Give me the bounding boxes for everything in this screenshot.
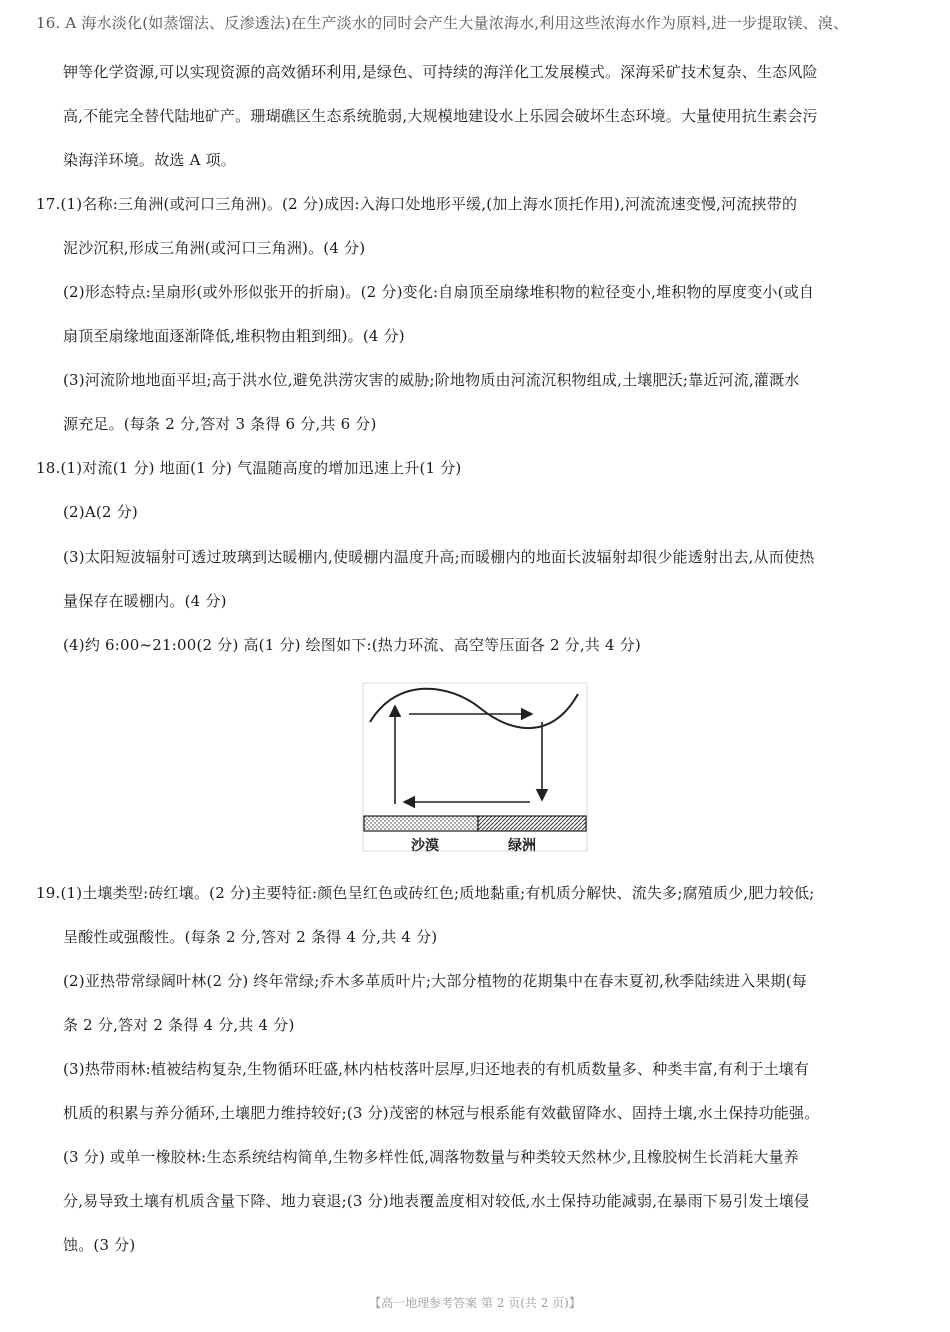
q18-line-4: 量保存在暖棚内。(4 分) (63, 592, 227, 610)
q19-line-3: (2)亚热带常绿阔叶林(2 分) 终年常绿;乔木多革质叶片;大部分植物的花期集中在春末夏初,秋季陆续进入果期(每 (63, 972, 807, 990)
q17-line-3: (2)形态特点:呈扇形(或外形似张开的折扇)。(2 分)变化:自扇顶至扇缘堆积物的粒径变小,堆积物的厚度变小(或自 (63, 283, 815, 301)
q18-line-2: (2)A(2 分) (63, 503, 138, 521)
q18-line-3: (3)太阳短波辐射可透过玻璃到达暖棚内,使暖棚内温度升高;而暖棚内的地面长波辐射却很少能透射出去,从而使热 (63, 548, 815, 566)
q16-line-2: 钾等化学资源,可以实现资源的高效循环利用,是绿色、可持续的海洋化工发展模式。深海采矿技术复杂、生态风险 (63, 63, 818, 81)
q19-line-5: (3)热带雨林:植被结构复杂,生物循环旺盛,林内枯枝落叶层厚,归还地表的有机质数量多、种类丰富,有利于土壤有 (63, 1060, 810, 1078)
page-footer: 【高一地理参考答案 第 2 页(共 2 页)】 (369, 1296, 581, 1310)
diagram-svg (362, 682, 588, 852)
q17-line-5: (3)河流阶地地面平坦;高于洪水位,避免洪涝灾害的威胁;阶地物质由河流沉积物组成,土壤肥沃;靠近河流,灌溉水 (63, 371, 800, 389)
thermal-circulation-diagram (362, 682, 588, 852)
oasis-label: 绿洲 (508, 838, 536, 854)
q17-line-2: 泥沙沉积,形成三角洲(或河口三角洲)。(4 分) (63, 239, 366, 257)
q19-line-2: 呈酸性或强酸性。(每条 2 分,答对 2 条得 4 分,共 4 分) (63, 928, 438, 946)
q18-line-1: 18.(1)对流(1 分) 地面(1 分) 气温随高度的增加迅速上升(1 分) (36, 459, 462, 477)
q19-line-1: 19.(1)土壤类型:砖红壤。(2 分)主要特征:颜色呈红色或砖红色;质地黏重;有机质分解快、流失多;腐殖质少,肥力较低; (36, 884, 815, 902)
q16-line-1: 16. A 海水淡化(如蒸馏法、反渗透法)在生产淡水的同时会产生大量浓海水,利用这些浓海水作为原料,进一步提取镁、溴、 (36, 14, 849, 32)
q17-line-1: 17.(1)名称:三角洲(或河口三角洲)。(2 分)成因:入海口处地形平缓,(加上海水顶托作用),河流流速变慢,河流挟带的 (36, 195, 798, 213)
oasis-ground (478, 816, 586, 831)
q17-line-4: 扇顶至扇缘地面逐渐降低,堆积物由粗到细)。(4 分) (63, 327, 405, 345)
q19-line-6: 机质的积累与养分循环,土壤肥力维持较好;(3 分)茂密的林冠与根系能有效截留降水、固持土壤,水土保持功能强。 (63, 1104, 820, 1122)
q19-line-9: 蚀。(3 分) (63, 1236, 136, 1254)
desert-ground (364, 816, 478, 831)
q19-line-4: 条 2 分,答对 2 条得 4 分,共 4 分) (63, 1016, 295, 1034)
q16-line-3: 高,不能完全替代陆地矿产。珊瑚礁区生态系统脆弱,大规模地建设水上乐园会破坏生态环境。大量使用抗生素会污 (63, 107, 818, 125)
q19-line-8: 分,易导致土壤有机质含量下降、地力衰退;(3 分)地表覆盖度相对较低,水土保持功能减弱,在暴雨下易引发土壤侵 (63, 1192, 810, 1210)
q19-line-7: (3 分) 或单一橡胶林:生态系统结构简单,生物多样性低,凋落物数量与种类较天然林少,且橡胶树生长消耗大量养 (63, 1148, 799, 1166)
desert-label: 沙漠 (411, 838, 439, 854)
q17-line-6: 源充足。(每条 2 分,答对 3 条得 6 分,共 6 分) (63, 415, 377, 433)
q18-line-5: (4)约 6:00~21:00(2 分) 高(1 分) 绘图如下:(热力环流、高空等压面各 2 分,共 4 分) (63, 636, 641, 654)
q16-line-4: 染海洋环境。故选 A 项。 (63, 151, 236, 169)
